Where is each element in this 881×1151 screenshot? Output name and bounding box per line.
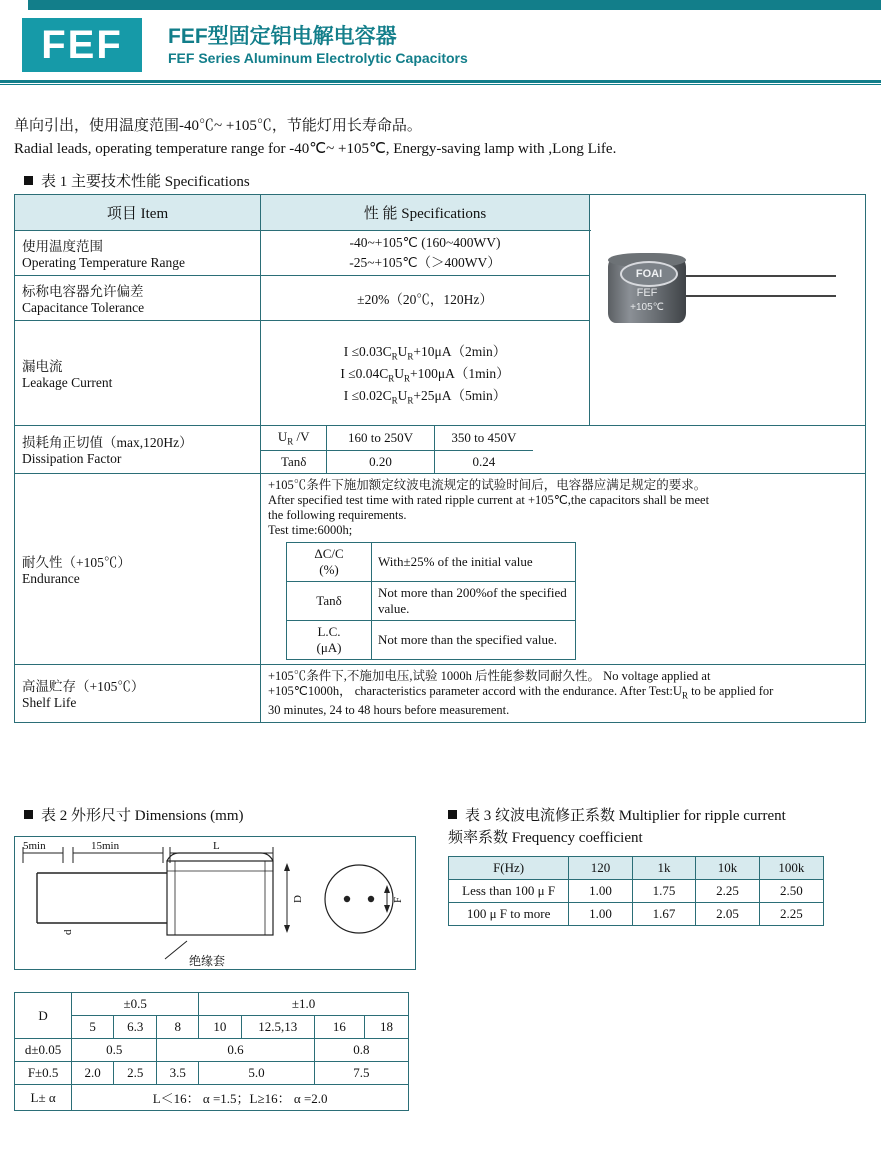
dimensions-svg <box>15 837 413 967</box>
dim-f-val-2: 3.5 <box>157 1062 199 1085</box>
table-row <box>287 620 576 659</box>
row-dissipation-label: 损耗角正切值（max,120Hz） Dissipation Factor <box>15 426 261 474</box>
svg-text:5min: 5min <box>23 840 46 852</box>
freq-col-120: 120 <box>569 857 633 880</box>
row-dissipation-value <box>261 426 866 474</box>
row-shelf-value: +105℃条件下,不施加电压,试验 1000h 后性能参数同耐久性。 No voltage applied at +105℃1000h， characteristics parameter accord with the endurance. After $Test:U_R$ to be applied for 30 minutes, 24 to 48 hours before measurement. <box>261 664 866 723</box>
table-row <box>449 880 824 903</box>
ripple-row-label-0: Less than 100 μ F <box>449 880 569 903</box>
row-endurance-value <box>261 473 866 664</box>
dim-f-val-3: 5.0 <box>199 1062 315 1085</box>
endurance-test-time: Test time:6000h; <box>268 522 353 537</box>
table-row <box>449 857 824 880</box>
dim-row-label-d: d±0.05 <box>15 1039 72 1062</box>
table-row <box>261 426 533 450</box>
endurance-value-1: Not more than 200%of the specified value. <box>372 581 576 620</box>
title-chinese: FEF型固定铝电解电容器 <box>168 25 397 48</box>
intro-block <box>14 116 874 159</box>
logo-text: FEF <box>41 22 123 67</box>
page-header <box>0 10 881 78</box>
endurance-text-cn: +105℃条件下施加额定纹波电流规定的试验时间后，电容器应满足规定的要求。 <box>268 477 707 492</box>
dim-d-header: D <box>15 993 72 1039</box>
dim-f-val-1: 2.5 <box>114 1062 157 1085</box>
table3-caption: 表 3 纹波电流修正系数 Multiplier for ripple current <box>448 804 786 825</box>
table-row <box>15 1085 409 1111</box>
intro-line-en: Radial leads, operating temperature range for -40℃~ +105℃, Energy-saving lamp with ,Long Life. <box>14 141 617 157</box>
ripple-r0-c3: 2.50 <box>759 880 823 903</box>
row-operating-temp-value: -40~+105℃ (160~400WV) -25~+105℃（＞400WV） <box>261 231 590 276</box>
capacitor-image-cell <box>590 195 866 426</box>
header-divider-thin <box>0 84 881 85</box>
endurance-param-1: Tanδ <box>287 581 372 620</box>
header-divider <box>0 80 881 83</box>
row-shelf-label: 高温贮存（+105℃） Shelf Life <box>15 664 261 723</box>
title-english: FEF Series Aluminum Electrolytic Capacitors <box>168 50 468 66</box>
capacitor-brand-label: FOAI <box>620 261 678 287</box>
df-range-2: 350 to 450V <box>434 426 533 450</box>
endurance-value-0: With±25% of the initial value <box>372 542 576 581</box>
dim-d-2: 8 <box>157 1016 199 1039</box>
dim-d-val-2: 0.8 <box>314 1039 408 1062</box>
table-row <box>15 1062 409 1085</box>
bullet-square-icon <box>448 810 457 819</box>
capacitor-illustration <box>590 235 865 385</box>
df-ur-label: $U_R$ /V <box>261 426 327 450</box>
header-item: 项目 Item <box>15 195 261 231</box>
dim-d-val-1: 0.6 <box>157 1039 314 1062</box>
dimensions-table <box>14 992 409 1111</box>
dimensions-drawing <box>14 836 416 970</box>
row-leakage-value: $I \le 0.03C_RU_R+10\mu A(2\min)$ $I \le 0.04C_RU_R+100\mu A(1\min)$ $I \le 0.02C_RU_R+25\mu A(5\min)$ <box>261 321 590 426</box>
top-rule <box>0 0 881 10</box>
freq-header: F(Hz) <box>449 857 569 880</box>
dim-d-6: 18 <box>364 1016 408 1039</box>
svg-text:d: d <box>62 929 74 935</box>
row-tolerance-value: ±20%（20℃，120Hz） <box>261 276 590 321</box>
endurance-value-2: Not more than the specified value. <box>372 620 576 659</box>
svg-text:F: F <box>392 896 404 903</box>
df-value-2: 0.24 <box>434 450 533 473</box>
dim-d-0: 5 <box>72 1016 114 1039</box>
table-row <box>15 195 866 231</box>
table-row <box>15 426 866 474</box>
dim-d-3: 10 <box>199 1016 242 1039</box>
table-row <box>15 664 866 723</box>
specifications-table <box>14 194 866 723</box>
table-row <box>287 581 576 620</box>
table2-caption: 表 2 外形尺寸 Dimensions (mm) <box>24 804 244 825</box>
endurance-text-en2: the following requirements. <box>268 507 407 522</box>
svg-text:15min: 15min <box>91 840 120 852</box>
table-row <box>15 473 866 664</box>
df-range-1: 160 to 250V <box>327 426 434 450</box>
dim-tol-1: ±0.5 <box>72 993 199 1016</box>
svg-text:L: L <box>213 840 220 852</box>
brand-logo <box>22 18 142 72</box>
table-row <box>261 450 533 473</box>
dim-d-1: 6.3 <box>114 1016 157 1039</box>
dim-f-val-0: 2.0 <box>72 1062 114 1085</box>
df-tan-label: Tanδ <box>261 450 327 473</box>
dim-d-val-0: 0.5 <box>72 1039 157 1062</box>
ripple-r0-c0: 1.00 <box>569 880 633 903</box>
table-row <box>15 1039 409 1062</box>
ripple-multiplier-table <box>448 856 824 926</box>
ripple-r1-c2: 2.05 <box>696 903 760 926</box>
header-spec: 性 能 Specifications <box>261 195 590 231</box>
table3-caption2: 频率系数 Frequency coefficient <box>448 830 643 846</box>
endurance-param-0: ΔC/C (%) <box>287 542 372 581</box>
dim-row-label-f: F±0.5 <box>15 1062 72 1085</box>
ripple-row-label-1: 100 μ F to more <box>449 903 569 926</box>
svg-text:D: D <box>292 895 304 903</box>
table1-caption: 表 1 主要技术性能 Specifications <box>24 170 250 191</box>
freq-col-100k: 100k <box>759 857 823 880</box>
ripple-r0-c2: 2.25 <box>696 880 760 903</box>
dim-f-val-4: 7.5 <box>314 1062 408 1085</box>
row-endurance-label: 耐久性（+105℃） Endurance <box>15 473 261 664</box>
df-value-1: 0.20 <box>327 450 434 473</box>
endurance-text-en1: After specified test time with rated ripple current at +105℃,the capacitors shall be meet <box>268 492 710 507</box>
dim-tol-2: ±1.0 <box>199 993 409 1016</box>
ripple-r1-c1: 1.67 <box>632 903 696 926</box>
capacitor-series-label: FEF <box>636 287 658 299</box>
bullet-square-icon <box>24 176 33 185</box>
capacitor-temp-label: +105℃ <box>630 302 664 313</box>
freq-col-1k: 1k <box>632 857 696 880</box>
ripple-r0-c1: 1.75 <box>632 880 696 903</box>
dim-d-4: 12.5,13 <box>241 1016 314 1039</box>
svg-text:绝缘套: 绝缘套 <box>189 954 226 967</box>
table-row <box>287 542 576 581</box>
table-row <box>15 1016 409 1039</box>
table-row <box>15 993 409 1016</box>
dim-row-label-l: L± α <box>15 1085 72 1111</box>
dim-l-val: L＜16： α =1.5；L≥16： α =2.0 <box>72 1085 409 1111</box>
row-tolerance-label: 标称电容器允许偏差 Capacitance Tolerance <box>15 276 261 321</box>
ripple-r1-c0: 1.00 <box>569 903 633 926</box>
table-row <box>449 903 824 926</box>
intro-line-cn: 单向引出，使用温度范围-40℃~ +105℃，节能灯用长寿命品。 <box>14 118 422 134</box>
endurance-param-2: L.C. (μA) <box>287 620 372 659</box>
row-operating-temp-label: 使用温度范围 Operating Temperature Range <box>15 231 261 276</box>
ripple-r1-c3: 2.25 <box>759 903 823 926</box>
row-leakage-label: 漏电流 Leakage Current <box>15 321 261 426</box>
dim-d-5: 16 <box>314 1016 364 1039</box>
bullet-square-icon <box>24 810 33 819</box>
freq-col-10k: 10k <box>696 857 760 880</box>
